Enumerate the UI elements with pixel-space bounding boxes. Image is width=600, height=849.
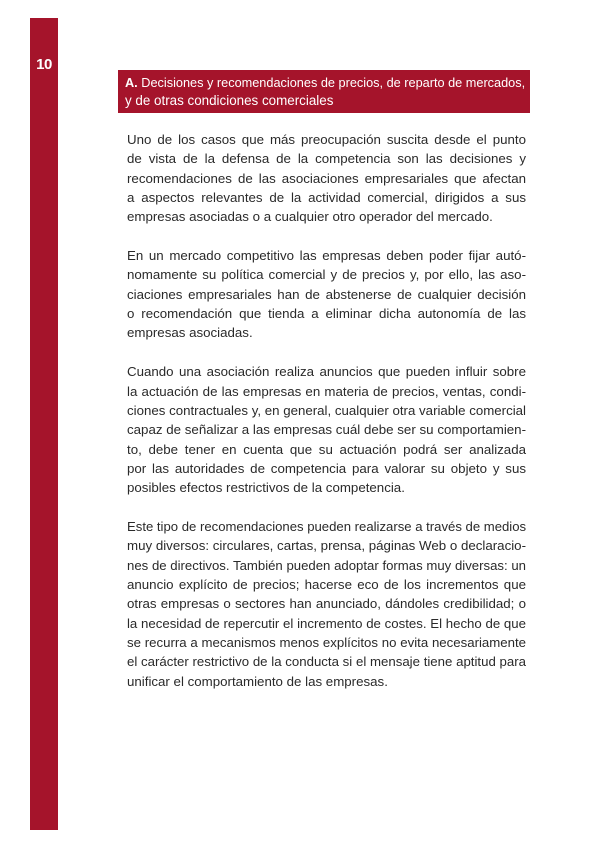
text-line: o recomendación que tienda a eliminar dicha autonomía de las [127, 306, 526, 322]
text-line: la actuación de las empresas en materia de precios, ventas, condi- [127, 383, 526, 399]
text-line: a aspectos relevantes de la actividad comercial, dirigidos a sus [127, 190, 526, 206]
text-line: to, debe tener en cuenta que su actuación podrá ser analizada [127, 441, 526, 457]
section-title-line-1 [125, 74, 530, 92]
text-line: el carácter restrictivo de la conducta si el mensaje tiene aptitud para [127, 654, 526, 670]
paragraph [127, 362, 526, 497]
text-line: muy diversos: circulares, cartas, prensa, páginas Web o declaracio- [127, 538, 526, 554]
text-line: por las autoridades de competencia para valorar su objeto y sus [127, 460, 526, 476]
text-line: Este tipo de recomendaciones pueden realizarse a través de medios [127, 519, 527, 535]
text-line: anuncio explícito de precios; hacerse eco de los incrementos que [127, 577, 526, 593]
text-line: empresas asociadas o a cualquier otro operador del mercado. [127, 209, 493, 225]
text-line: nomamente su política comercial y de precios y, por ello, las aso- [127, 267, 526, 283]
page-number: 10 [36, 56, 52, 73]
paragraph [127, 130, 526, 227]
text-line: empresas asociadas. [127, 325, 253, 341]
text-line: unificar el comportamiento de las empresas. [127, 673, 388, 689]
text-line: posibles efectos restrictivos de la competencia. [127, 480, 405, 496]
section-title-line-2: y de otras condiciones comerciales [125, 93, 334, 108]
text-line: otras empresas o sectores han anunciado, dándoles credibilidad; o [127, 596, 526, 612]
text-line: recomendaciones de las asociaciones empresariales que afectan [127, 170, 526, 186]
text-line: capaz de señalizar a las empresas cuál debe ser su comportamien- [127, 422, 526, 438]
text-line: ciones contractuales y, en general, cualquier otra variable comercial [127, 402, 526, 418]
text-line: Uno de los casos que más preocupación suscita desde el punto [127, 132, 526, 147]
side-band [30, 18, 58, 830]
text-line: ciaciones empresariales han de abstenerse de cualquier decisión [127, 286, 526, 302]
text-line: se recurra a mecanismos menos explícitos no evita necesariamente [127, 635, 526, 651]
section-header [118, 70, 530, 113]
text-line: En un mercado competitivo las empresas deben poder fijar autó- [127, 248, 526, 264]
paragraph [127, 517, 526, 691]
paragraph [127, 246, 526, 343]
section-title-text: Decisiones y recomendaciones de precios, de reparto de mercados, [141, 75, 526, 90]
text-line: nes de directivos. También pueden adoptar formas muy diversas: un [127, 557, 526, 573]
text-line: la necesidad de repercutir el incremento de costes. El hecho de que [127, 615, 526, 631]
body-text [127, 130, 526, 711]
text-line: de vista de la defensa de la competencia son las decisiones y [127, 151, 526, 167]
text-line: Cuando una asociación realiza anuncios que pueden influir sobre [127, 364, 526, 380]
section-letter: A. [125, 75, 138, 90]
